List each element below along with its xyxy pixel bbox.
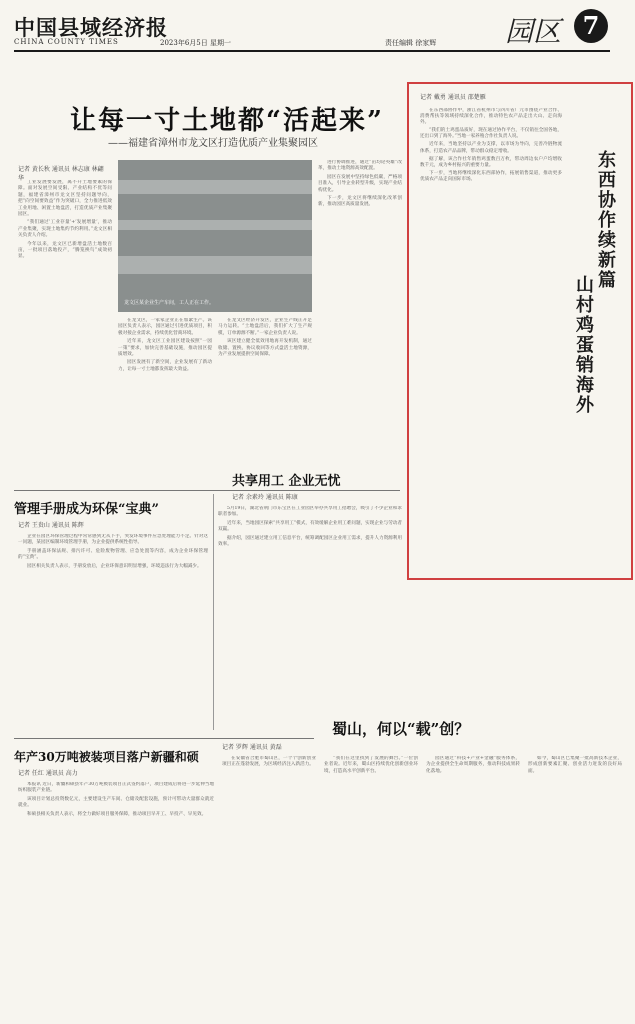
main-column-4: 进行协调推进，通过“亩均论英雄”改革，推动土地资源高效配置。 园区在发展中坚持绿色低碳，严格项目准入，引导企业转型升级，实现产业结构优化。 下一步，龙文区将继续深化改革创新，推动园区高质量发展。 [318, 160, 402, 208]
photo-caption: 龙文区某企业生产车间，工人正在工作。 [124, 300, 215, 306]
article5-body: 在安徽省合肥市蜀山区，一个个创新创业项目正在蓬勃发展，为区域经济注入新活力。 “我们在这里找到了发展的舞台。”一位创业者说。近年来，蜀山区持续优化创新创业环境，打造高水平创新平台。 园区通过“科技+产业+金融”服务体系，为企业提供全生命周期服务，推动科技成果转化落地。 如今，蜀山区已集聚一批高新技术企业，形成创新要素汇聚、创业活力迸发的良好局面。 [222, 756, 622, 774]
sidebox-title-a: 东西协作续新篇 [595, 150, 616, 290]
article3-body: 5月19日，湖北省荆门市东宝区在工业园区举办共享用工招聘会，吸引了不少企业和求职者参加。 近年来，当地园区探索“共享用工”模式，有效缓解企业用工难问题，实现企业与劳动者双赢。 据介绍，园区通过建立用工信息平台，统筹调配园区企业用工需求，提升人力资源利用效率。 [218, 506, 402, 548]
masthead-rule [14, 50, 610, 52]
masthead-title: 中国县域经济报 [14, 15, 168, 40]
section-name: 园区 [505, 15, 562, 48]
main-byline: 记者 黄长秋 通讯员 林志康 林翩华 [18, 166, 104, 182]
article4-headline: 年产30万吨被装项目落户新疆和硕 [14, 750, 199, 764]
article5-byline: 记者 罗辉 通讯员 黄磊 [222, 744, 282, 751]
sidebox-title-b: 山村鸡蛋销海外 [573, 275, 594, 415]
lower-divider [14, 738, 314, 739]
page-number: 7 [574, 9, 608, 43]
article3-byline: 记者 余素玲 通讯员 陈康 [232, 494, 298, 501]
article3-headline: 共享用工 企业无忧 [232, 474, 341, 489]
sidebox-body: 在东西部协作中，浙江省杭州市与四川省广元市围绕产业合作、消费帮扶等领域持续深化合作，推动特色农产品走出大山、走向海外。 “我们的土鸡蛋品质好，现在通过协作平台，不仅销往全国各地，还出口到了海外。”当地一家养殖合作社负责人说。 近年来，当地坚持以产业为支撑，以市场为导向，完善冷链物流体系，打造农产品品牌，带动群众稳定增收。 据了解，该合作社年销售鸡蛋数百万枚，带动周边农户户均增收数千元，成为乡村振兴的重要力量。 下一步，当地将继续深化东西部协作，拓展销售渠道，推动更多优质农产品走向国际市场。 [420, 108, 562, 182]
main-column-1: 工业发展要发展，离不开土地要素的保障。面对发展空间受限、产业结构不优等问题，福建省漳州市龙文区坚持问题导向，把“向空间要效益”作为突破口，全力推进低效工业用地、闲置土地盘活，打造优质产业集聚园区。 “我们通过‘工业存量’+‘发展增量’，推动产业集聚，实现土地集约节约利用。”龙文区相关负责人介绍。 今年以来，龙文区已新增盘活土地数百亩，一批项目落地投产，“腾笼换鸟”成效初显。 [18, 180, 112, 260]
column-divider [213, 494, 214, 730]
article4-byline: 记者 任红 通讯员 高力 [18, 770, 78, 777]
masthead-subtitle: CHINA COUNTY TIMES [14, 38, 119, 46]
section-divider [14, 490, 400, 491]
editor-credit: 责任编辑 徐家辉 [385, 39, 437, 47]
article4-body: 本报讯 近日，新疆和硕县年产30万吨被装项目正式签约落户，项目建成后将进一步延伸当地纺织服装产业链。 该项目计划总投资数亿元，主要建设生产车间、仓储及配套设施，预计可带动大量群众就近就业。 和硕县相关负责人表示，将全力做好项目服务保障，推动项目早开工、早投产、早见效。 [18, 782, 214, 817]
article2-headline: 管理手册成为环保“宝典” [14, 502, 159, 517]
main-column-2: 在龙文区，一家家企业正在加紧生产。该园区负责人表示，园区通过引进优质项目，积极对接企业需求，持续优化营商环境。 近年来，龙文区工业园区建设按照“一园一策”要求，加快完善基础设施，推动园区提质增效。 园区发展有了新空间，企业发展有了新动力，让每一寸土地都发挥最大效益。 [118, 318, 212, 372]
main-subhead: ——福建省漳州市龙文区打造优质产业集聚园区 [108, 138, 318, 149]
article2-byline: 记者 王贵山 通讯员 陈辉 [18, 522, 84, 529]
article2-body: 企业在园区环保管理过程中常常感到无从下手，突发环境事件应急处理能力不足。针对这一问题，某园区编制环境管理手册，为企业提供系统性指导。 手册涵盖环保法规、排污许可、危险废物管理、应急处置等内容，成为企业环保管理的“宝典”。 园区相关负责人表示，手册发放后，企业环保意识明显增强，环境违法行为大幅减少。 [18, 534, 208, 569]
issue-date: 2023年6月5日 星期一 [160, 39, 231, 47]
article-photo [118, 160, 312, 312]
main-headline: 让每一寸土地都“活起来” [70, 106, 384, 136]
sidebox-byline: 记者 戴勇 通讯员 邵楚雁 [420, 94, 486, 101]
main-column-3: 在龙文区经济开发区，企业生产线正开足马力运转。“土地盘活后，我们扩大了生产规模，订单源源不断。”一家企业负责人说。 该区建立健全低效用地再开发机制，通过收储、置换、协议收回等方式盘活土地资源，为产业发展提供空间保障。 [218, 318, 312, 358]
article5-headline: 蜀山，何以“载”创？ [332, 720, 470, 738]
